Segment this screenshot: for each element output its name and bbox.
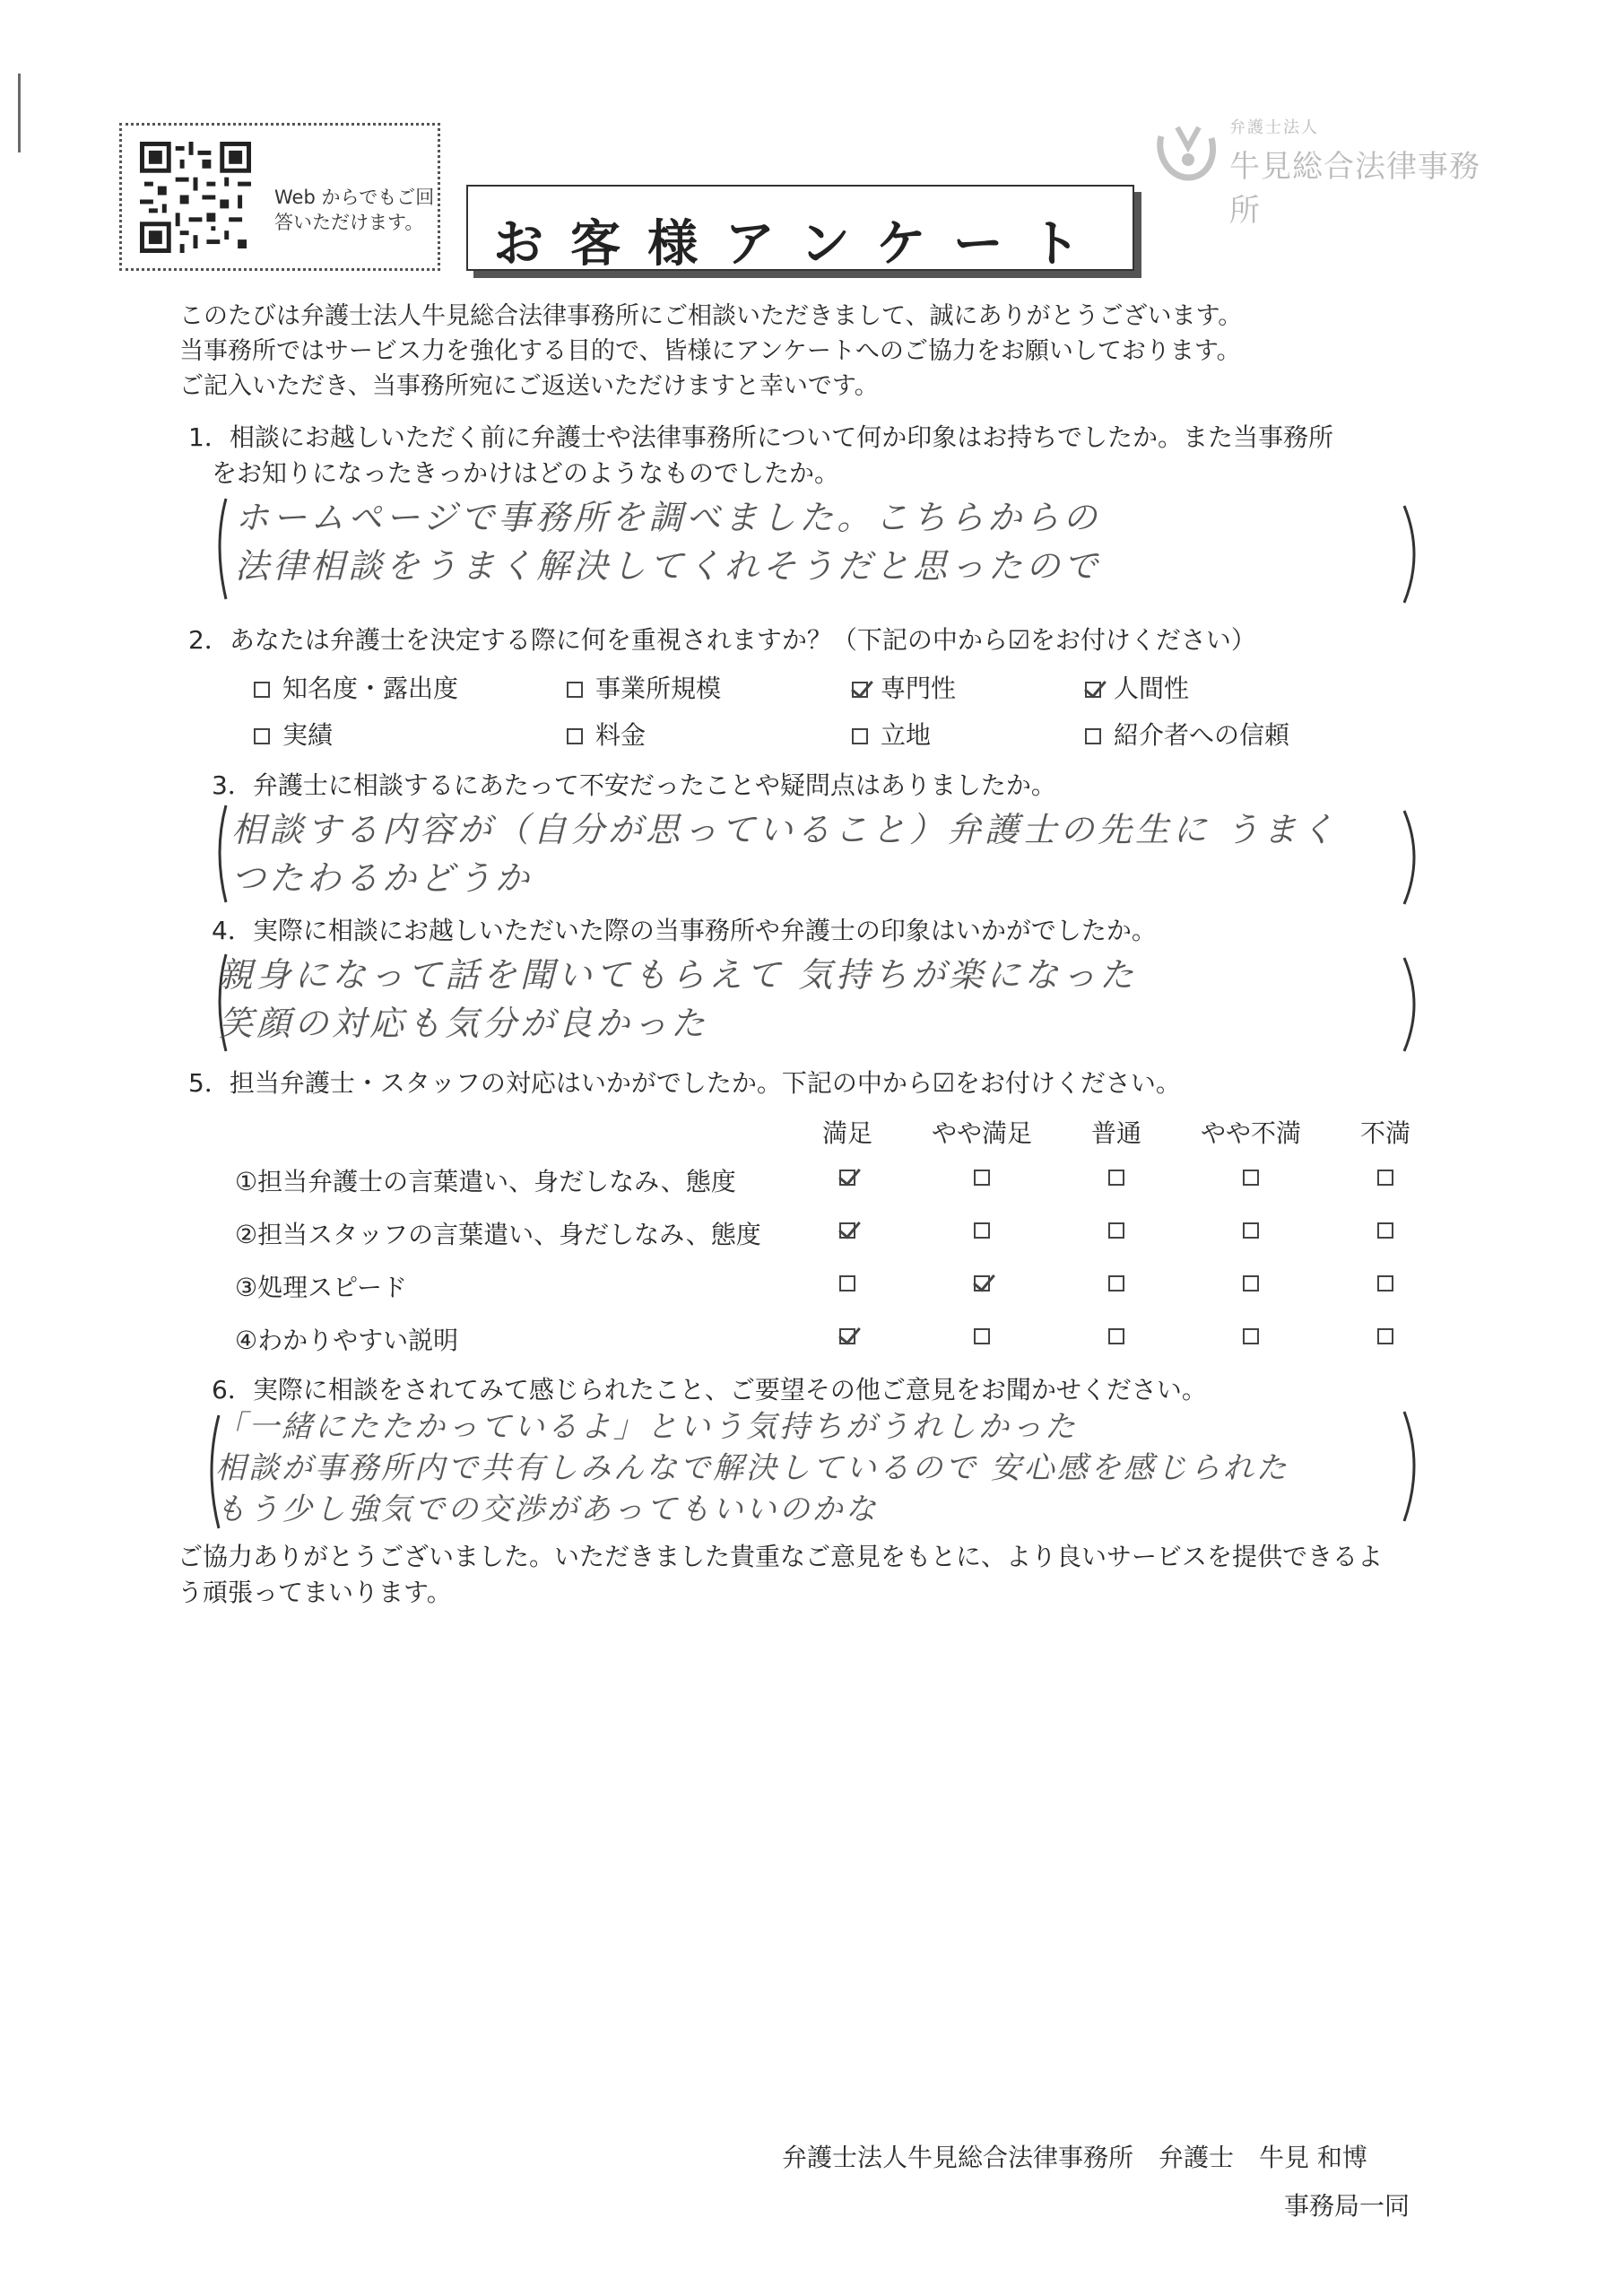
option-label: 紹介者への信頼 bbox=[1114, 720, 1290, 750]
rating-checkbox[interactable] bbox=[974, 1170, 990, 1186]
option-referrer-trust[interactable] bbox=[1085, 718, 1289, 753]
footer-signature: 弁護士法人牛見総合法律事務所 弁護士 牛見 和博 bbox=[782, 2143, 1367, 2172]
rating-row-options bbox=[780, 1168, 1453, 1186]
rating-cell bbox=[780, 1168, 915, 1186]
option-awareness[interactable] bbox=[254, 671, 458, 707]
answer-6[interactable] bbox=[215, 1406, 1289, 1530]
qr-caption: Web からでもご回答いただけます。 bbox=[274, 187, 435, 233]
rating-column-header: 不満 bbox=[1359, 1118, 1410, 1148]
rating-checkbox[interactable] bbox=[1377, 1328, 1393, 1344]
checkbox[interactable] bbox=[254, 728, 270, 744]
closing-line: ご協力ありがとうございました。いただきました貴重なご意見をもとに、より良いサービスを提供できるよ bbox=[178, 1542, 1384, 1571]
rating-row-options bbox=[780, 1326, 1453, 1344]
option-label: 知名度・露出度 bbox=[282, 674, 459, 703]
rating-checkbox[interactable] bbox=[1377, 1275, 1393, 1292]
page-title: お客様アンケート bbox=[493, 215, 1107, 274]
rating-checkbox[interactable] bbox=[1108, 1222, 1124, 1239]
closing-line: う頑張ってまいります。 bbox=[178, 1578, 452, 1607]
rating-cell bbox=[915, 1168, 1049, 1186]
option-label: 専門性 bbox=[881, 674, 957, 703]
answer-3-line: 相談する内容が（自分が思っていること）弁護士の先生に うまく bbox=[231, 810, 1339, 849]
rating-row-label: ②担当スタッフの言葉遣い、身だしなみ、態度 bbox=[235, 1220, 761, 1249]
scan-mark bbox=[18, 74, 21, 152]
checkbox-checked[interactable] bbox=[1085, 682, 1101, 698]
rating-checkbox-checked[interactable] bbox=[974, 1275, 990, 1292]
answer-3-line: つたわるかどうか bbox=[231, 858, 534, 898]
rating-checkbox[interactable] bbox=[839, 1275, 855, 1292]
closing-text bbox=[178, 1539, 1612, 1611]
question-1-line: をお知りになったきっかけはどのようなものでしたか。 bbox=[212, 458, 840, 488]
rating-checkbox[interactable] bbox=[974, 1222, 990, 1239]
checkbox[interactable] bbox=[567, 682, 583, 698]
rating-cell bbox=[915, 1274, 1049, 1292]
rating-cell bbox=[1318, 1274, 1453, 1292]
answer-1-line: 法律相談をうまく解決してくれそうだと思ったので bbox=[235, 546, 1102, 586]
rating-column-header: やや満足 bbox=[931, 1118, 1032, 1148]
option-label: 事業所規模 bbox=[595, 674, 722, 703]
rating-checkbox-checked[interactable] bbox=[839, 1170, 855, 1186]
qr-code-box bbox=[119, 123, 440, 271]
rating-checkbox-checked[interactable] bbox=[839, 1222, 855, 1239]
rating-checkbox[interactable] bbox=[1108, 1275, 1124, 1292]
rating-cell bbox=[780, 1221, 915, 1239]
question-5: 5．担当弁護士・スタッフの対応はいかがでしたか。下記の中から☑をお付けください。 bbox=[188, 1068, 1181, 1098]
rating-cell bbox=[1318, 1168, 1453, 1186]
rating-cell bbox=[915, 1221, 1049, 1239]
rating-column-header: 満足 bbox=[821, 1118, 872, 1148]
firm-emblem-icon bbox=[1152, 120, 1220, 183]
option-personality[interactable] bbox=[1085, 671, 1189, 707]
option-fee[interactable] bbox=[567, 718, 646, 753]
answer-3[interactable] bbox=[231, 805, 1338, 902]
rating-cell bbox=[1049, 1274, 1184, 1292]
intro-line: 当事務所ではサービス力を強化する目的で、皆様にアンケートへのご協力をお願いしております。 bbox=[179, 337, 1241, 365]
rating-cell bbox=[780, 1326, 915, 1344]
rating-checkbox[interactable] bbox=[1377, 1222, 1393, 1239]
option-label: 実績 bbox=[282, 720, 334, 750]
rating-header bbox=[780, 1114, 1453, 1150]
rating-checkbox[interactable] bbox=[1108, 1328, 1124, 1344]
option-office-size[interactable] bbox=[567, 671, 721, 707]
logo-subtitle: 弁護士法人 bbox=[1229, 118, 1319, 137]
question-1 bbox=[188, 420, 1333, 491]
rating-cell bbox=[1049, 1221, 1184, 1239]
rating-checkbox[interactable] bbox=[1377, 1170, 1393, 1186]
answer-6-line: 「一緒にたたかっているよ」という気持ちがうれしかった bbox=[215, 1409, 1078, 1445]
question-1-line: 1．相談にお越しいただく前に弁護士や法律事務所について何か印象はお持ちでしたか。また当事務所 bbox=[188, 422, 1333, 452]
rating-cell bbox=[1318, 1221, 1453, 1239]
title-box bbox=[466, 185, 1134, 274]
answer-1[interactable] bbox=[235, 493, 1101, 590]
answer-6-line: もう少し強気での交渉があってもいいのかな bbox=[215, 1492, 879, 1527]
rating-row-label: ①担当弁護士の言葉遣い、身だしなみ、態度 bbox=[235, 1167, 736, 1196]
qr-code-icon[interactable] bbox=[140, 142, 251, 253]
rating-cell bbox=[915, 1326, 1049, 1344]
rating-checkbox[interactable] bbox=[1243, 1328, 1259, 1344]
rating-cell bbox=[1184, 1221, 1318, 1239]
checkbox[interactable] bbox=[852, 728, 868, 744]
checkbox-checked[interactable] bbox=[852, 682, 868, 698]
footer-team: 事務局一同 bbox=[1284, 2191, 1410, 2221]
intro-line: ご記入いただき、当事務所宛にご返送いただけますと幸いです。 bbox=[179, 372, 879, 400]
rating-checkbox[interactable] bbox=[974, 1328, 990, 1344]
option-label: 料金 bbox=[595, 720, 647, 750]
checkbox[interactable] bbox=[254, 682, 270, 698]
answer-1-line: ホームページで事務所を調べました。こちらからの bbox=[235, 498, 1101, 537]
rating-cell bbox=[780, 1274, 915, 1292]
option-label: 人間性 bbox=[1114, 674, 1190, 703]
checkbox[interactable] bbox=[1085, 728, 1101, 744]
rating-checkbox-checked[interactable] bbox=[839, 1328, 855, 1344]
rating-checkbox[interactable] bbox=[1108, 1170, 1124, 1186]
question-4: 4．実際に相談にお越しいただいた際の当事務所や弁護士の印象はいかがでしたか。 bbox=[212, 916, 1157, 945]
rating-column-header: 普通 bbox=[1090, 1118, 1141, 1148]
intro-text bbox=[179, 299, 1524, 404]
checkbox[interactable] bbox=[567, 728, 583, 744]
answer-6-line: 相談が事務所内で共有しみんなで解決しているので 安心感を感じられた bbox=[215, 1450, 1289, 1486]
rating-column-header: やや不満 bbox=[1200, 1118, 1301, 1148]
option-label: 立地 bbox=[881, 720, 932, 750]
answer-4-line: 親身になって話を聞いてもらえて 気持ちが楽になった bbox=[219, 955, 1138, 995]
rating-checkbox[interactable] bbox=[1243, 1222, 1259, 1239]
rating-checkbox[interactable] bbox=[1243, 1170, 1259, 1186]
option-location[interactable] bbox=[852, 718, 931, 753]
question-6: 6．実際に相談をされてみて感じられたこと、ご要望その他ご意見をお聞かせください。 bbox=[212, 1375, 1207, 1405]
rating-checkbox[interactable] bbox=[1243, 1275, 1259, 1292]
rating-cell bbox=[1049, 1326, 1184, 1344]
rating-row-label: ④わかりやすい説明 bbox=[235, 1326, 459, 1355]
rating-cell bbox=[1049, 1168, 1184, 1186]
option-track-record[interactable] bbox=[254, 718, 333, 753]
rating-row-options bbox=[780, 1221, 1453, 1239]
answer-4-line: 笑顔の対応も気分が良かった bbox=[219, 1004, 709, 1043]
intro-line: このたびは弁護士法人牛見総合法律事務所にご相談いただきまして、誠にありがとうございます。 bbox=[179, 302, 1243, 330]
option-expertise[interactable] bbox=[852, 671, 956, 707]
rating-cell bbox=[1184, 1168, 1318, 1186]
rating-row-label: ③処理スピード bbox=[235, 1273, 407, 1302]
rating-cell bbox=[1318, 1326, 1453, 1344]
logo-name: 牛見総合法律事務所 bbox=[1229, 149, 1480, 229]
answer-4[interactable] bbox=[219, 951, 1137, 1048]
rating-row-options bbox=[780, 1274, 1453, 1292]
firm-logo bbox=[1152, 115, 1511, 229]
rating-cell bbox=[1184, 1274, 1318, 1292]
rating-cell bbox=[1184, 1326, 1318, 1344]
question-2: 2．あなたは弁護士を決定する際に何を重視されますか？（下記の中から☑をお付けください） bbox=[188, 625, 1256, 655]
question-3: 3．弁護士に相談するにあたって不安だったことや疑問点はありましたか。 bbox=[212, 770, 1056, 800]
